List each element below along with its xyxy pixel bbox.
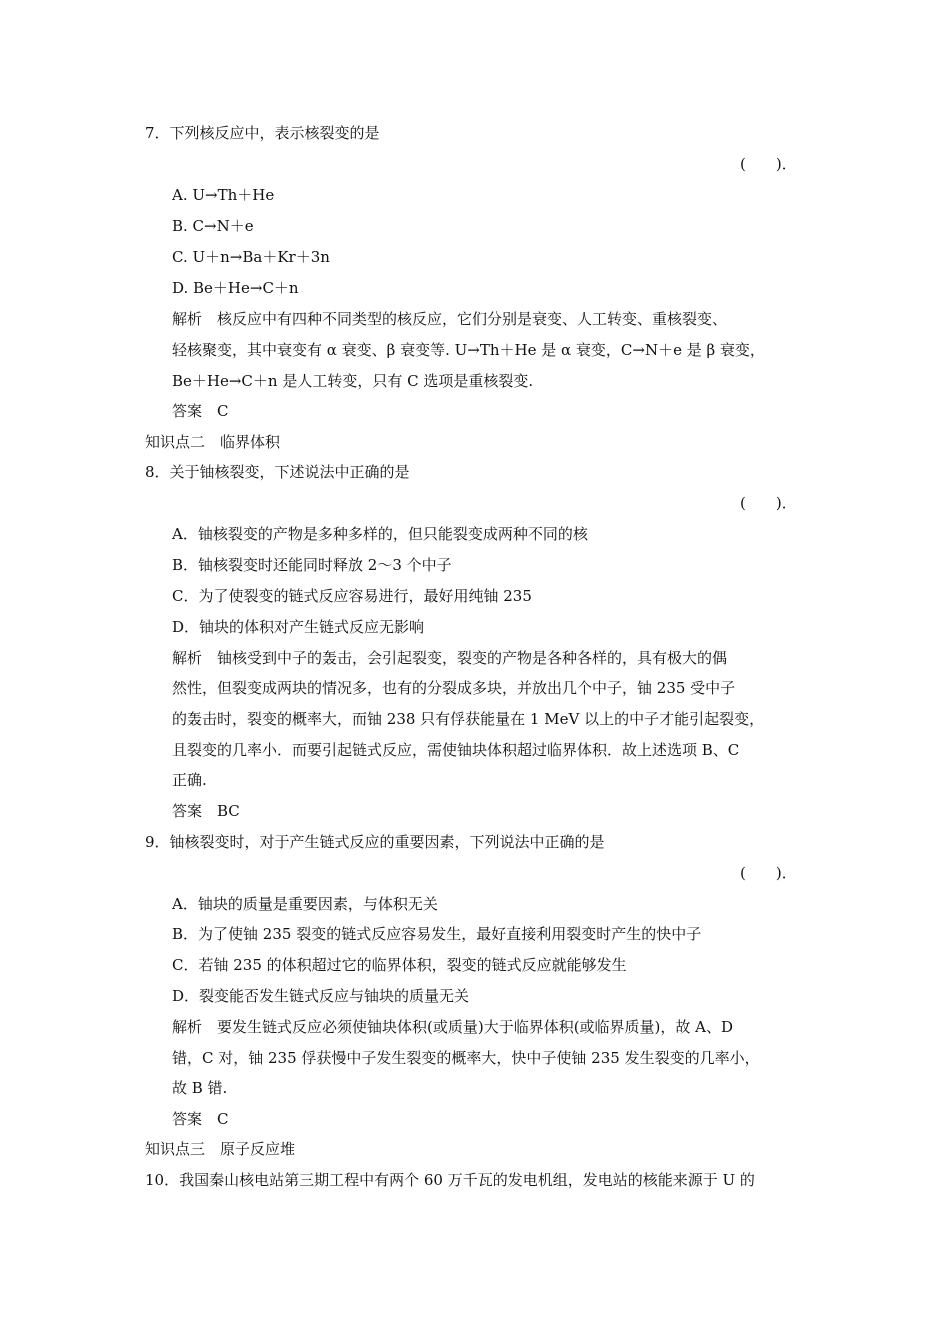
option-a: A．铀块的质量是重要因素，与体积无关 — [172, 895, 438, 913]
answer-paren: ( )． — [740, 155, 797, 173]
analysis-line: Be＋He→C＋n 是人工转变，只有 C 选项是重核裂变. — [172, 372, 534, 390]
question-7-stem: 7．下列核反应中，表示核裂变的是 — [145, 124, 380, 142]
option-b: B．铀核裂变时还能同时释放 2～3 个中子 — [172, 556, 452, 574]
answer-paren: ( )． — [740, 494, 797, 512]
option-a: A. U→Th＋He — [172, 186, 275, 204]
option-d: D. Be＋He→C＋n — [172, 279, 299, 297]
analysis-line: 的轰击时，裂变的概率大，而铀 238 只有俘获能量在 1 MeV 以上的中子才能引起裂变， — [172, 710, 765, 728]
section-heading: 知识点三 原子反应堆 — [145, 1140, 296, 1158]
option-c: C．为了使裂变的链式反应容易进行，最好用纯铀 235 — [172, 587, 532, 605]
answer-paren: ( )． — [740, 864, 797, 882]
answer-line: 答案 BC — [172, 802, 240, 820]
analysis-line: 解析 要发生链式反应必须使铀块体积(或质量)大于临界体积(或临界质量)，故 A、D — [172, 1018, 734, 1036]
analysis-line: 解析 铀核受到中子的轰击，会引起裂变，裂变的产物是各种各样的，具有极大的偶 — [172, 649, 728, 667]
analysis-line: 轻核聚变，其中衰变有 α 衰变、β 衰变等. U→Th＋He 是 α 衰变，C→N＋e 是 β 衰变， — [172, 341, 765, 359]
analysis-line: 然性，但裂变成两块的情况多，也有的分裂成多块，并放出几个中子，铀 235 受中子 — [172, 679, 736, 697]
section-heading: 知识点二 临界体积 — [145, 433, 281, 451]
option-d: D．铀块的体积对产生链式反应无影响 — [172, 618, 425, 636]
option-c: C. U＋n→Ba＋Kr＋3n — [172, 248, 330, 266]
analysis-line: 且裂变的几率小．而要引起链式反应，需使铀块体积超过临界体积．故上述选项 B、C — [172, 741, 740, 759]
analysis-line: 错，C 对，铀 235 俘获慢中子发生裂变的概率大，快中子使铀 235 发生裂变的几率小， — [172, 1049, 760, 1067]
option-d: D．裂变能否发生链式反应与铀块的质量无关 — [172, 987, 470, 1005]
question-8-stem: 8．关于铀核裂变，下述说法中正确的是 — [145, 463, 410, 481]
option-a: A．铀核裂变的产物是多种多样的，但只能裂变成两种不同的核 — [172, 525, 588, 543]
answer-line: 答案 C — [172, 402, 229, 420]
question-10-stem: 10．我国秦山核电站第三期工程中有两个 60 万千瓦的发电机组，发电站的核能来源于 U 的 — [145, 1171, 755, 1189]
analysis-line: 解析 核反应中有四种不同类型的核反应，它们分别是衰变、人工转变、重核裂变、 — [172, 310, 728, 328]
analysis-line: 故 B 错. — [172, 1079, 228, 1097]
question-9-stem: 9．铀核裂变时，对于产生链式反应的重要因素，下列说法中正确的是 — [145, 833, 605, 851]
answer-line: 答案 C — [172, 1110, 229, 1128]
option-b: B．为了使铀 235 裂变的链式反应容易发生，最好直接利用裂变时产生的快中子 — [172, 925, 702, 943]
option-c: C．若铀 235 的体积超过它的临界体积，裂变的链式反应就能够发生 — [172, 956, 627, 974]
analysis-line: 正确. — [172, 771, 207, 789]
option-b: B. C→N＋e — [172, 217, 254, 235]
